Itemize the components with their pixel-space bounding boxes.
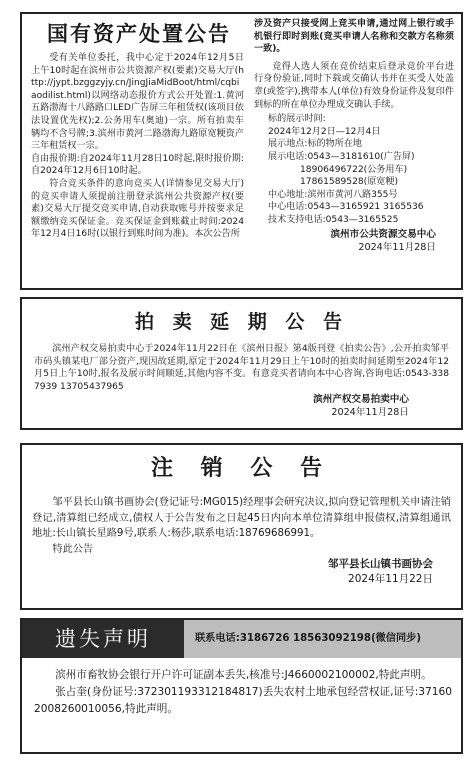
deregistration-title: 注 销 公 告 xyxy=(151,456,332,481)
loss-item: 张占奎(身份证号:372301193312184817)丢失农村土地承包经营权证,证号:371602008260010056,特此声明。 xyxy=(34,686,452,715)
notice-closing: 特此公告 xyxy=(52,543,94,555)
loss-declaration-title: 遗失声明 xyxy=(55,627,151,651)
notice-paragraph: 竞得人选人须在竞价结束后登录竞价平台进行身份验证,同时下载或交确认书并在买受人处盖章(或签字),携带本人(单位)有效身份证件及复印件到标的所在单位办理成交确认手续。 xyxy=(254,61,454,110)
date: 2024年11月28日 xyxy=(331,407,409,419)
asset-disposal-left-column xyxy=(31,52,244,241)
contact-line: 标的展示时间: xyxy=(268,114,326,125)
notice-body: 邹平县长山镇书画协会(登记证号:MG015)经理事会研究决议,拟向登记管理机关申请注销登记,清算组已经成立,债权人于公告发布之日起45日内向本单位清算组申报债权,清算组通讯地址:长山镇长星路9号,联系人:杨莎,联系电话:18769686991。 xyxy=(32,497,451,539)
contact-line: 18906496722(公务用车) xyxy=(300,164,408,175)
contact-info-list xyxy=(254,113,454,226)
loss-item: 滨州市畜牧协会银行开户许可证副本丢失,核准号:J4660002100002,特此声明。 xyxy=(55,669,432,681)
auction-postponement-notice xyxy=(20,297,463,430)
date: 2024年11月22日 xyxy=(348,573,433,585)
contact-line: 中心电话:0543—3165921 3165536 xyxy=(268,202,424,213)
asset-disposal-notice xyxy=(20,12,463,290)
notice-paragraph: 涉及资产只接受网上竞买申请,通过网上银行或手机银行即时到账(竞买申请人名称和交款方名称须一致)。 xyxy=(254,19,454,55)
asset-disposal-right-column xyxy=(254,18,454,254)
contact-line: 2024年12月2日—12月4日 xyxy=(268,126,381,137)
contact-line: 17861589528(原宽粳) xyxy=(300,177,399,188)
notice-paragraph: 受有关单位委托，我中心定于2024年12月5日上午10时起在滨州市公共资源产权(要素)交易大厅(http://jypt.bzggzyjy.cn/JingJiaMidBoot/html/cqbiaodilist.html)以网络动态报价方式公开处置:1.黄河五路渤海十八路路口LED广告屏三年租赁权(该项目依法设置优先权);2.公务用车(奥迪)一宗。所有拍卖车辆均不含号牌;3.滨州市黄河二路渤海九路原宽粳资产三年租赁权一宗。 xyxy=(31,53,244,152)
date: 2024年11月28日 xyxy=(358,241,436,253)
loss-declaration-notice xyxy=(20,618,463,754)
signature: 滨州产权交易拍卖中心 xyxy=(313,394,409,406)
signature: 邹平县长山镇书画协会 xyxy=(328,558,433,570)
contact-line: 展示电话:0543—3181610(广告屏) xyxy=(268,151,415,162)
loss-declaration-items xyxy=(34,667,452,718)
notice-body: 滨州产权交易拍卖中心于2024年11月22日在《滨州日报》第4版刊登《拍卖公告》,公开拍卖邹平市码头镇某电厂部分资产,现因故延期,原定于2024年11月29日上午10时的拍卖时间延期至2024年12月5日上午10时,报名及展示时间顺延,其他内容不变。有意竞买者请向本中心咨询,咨询电话:0543-3387939 13705437965 xyxy=(34,344,449,392)
notice-paragraph: 符合竞买条件的意向竞买人(详情参见交易大厅)的竞买申请人须提前注册登录滨州公共资源产权(要素)交易大厅提交竞买申请,自动获取账号并按要求足额缴纳竞买保证金。竞买保证金到账截止时间:2024年12月4日16时(以银行到账时间为准)。本次公告所 xyxy=(31,178,244,240)
notice-paragraph: 自由报价期:自2024年11月28日10时起,限时报价期:自2024年12月6日10时起。 xyxy=(31,153,244,177)
contact-line: 中心地址:滨州市黄河八路355号 xyxy=(268,189,398,200)
auction-postponement-title: 拍 卖 延 期 公 告 xyxy=(134,311,349,333)
contact-line: 展示地点:标的物所在地 xyxy=(268,139,363,150)
deregistration-notice xyxy=(20,443,463,610)
asset-disposal-title: 国有资产处置公告 xyxy=(47,22,231,46)
signature: 滨州市公共资源交易中心 xyxy=(330,228,436,240)
loss-declaration-contact: 联系电话:3186726 18563092198(微信同步) xyxy=(195,633,422,644)
contact-line: 技术支持电话:0543—3165525 xyxy=(268,214,399,225)
